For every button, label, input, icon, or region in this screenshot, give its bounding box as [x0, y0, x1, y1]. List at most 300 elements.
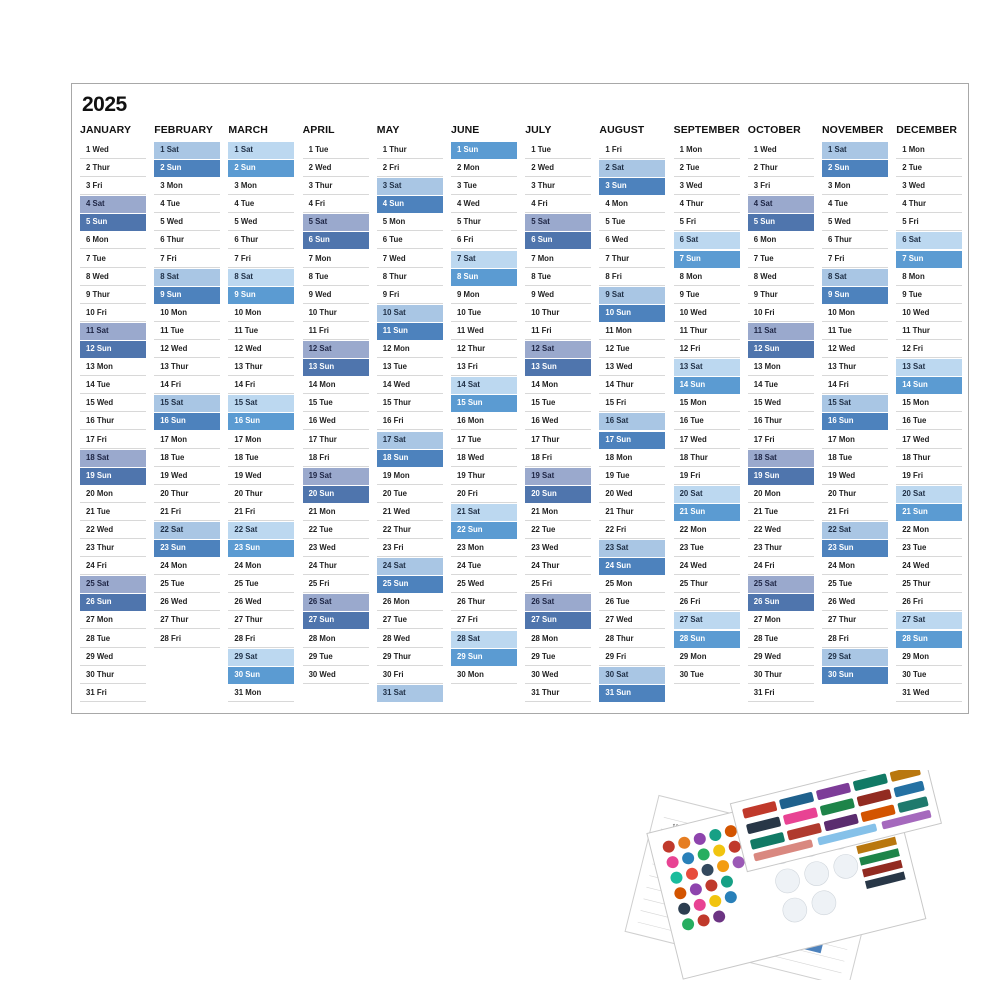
day-cell: 5 Thur: [451, 214, 517, 231]
day-cell: 16 Fri: [377, 413, 443, 430]
sticker-sheets-image: [620, 770, 960, 980]
day-cell: 6 Sun: [525, 232, 591, 249]
day-cell: 31 Fri: [748, 685, 814, 702]
day-cell: 1 Sat: [154, 142, 220, 159]
day-cell: 1 Sat: [822, 142, 888, 159]
day-cell: 13 Thur: [822, 359, 888, 376]
day-cell: 27 Wed: [599, 612, 665, 629]
day-cell: 10 Tue: [451, 305, 517, 322]
day-cell: 25 Tue: [228, 576, 294, 593]
day-cell: 3 Mon: [822, 178, 888, 195]
day-cell: 10 Mon: [228, 305, 294, 322]
day-cell: 3 Fri: [748, 178, 814, 195]
day-cell: 18 Thur: [674, 450, 740, 467]
day-cell: 31 Mon: [228, 685, 294, 702]
day-cell: 7 Sun: [674, 251, 740, 268]
day-cell: 25 Thur: [896, 576, 962, 593]
day-cell: 26 Sat: [303, 594, 369, 611]
day-cell: 9 Tue: [674, 287, 740, 304]
day-cell: 28 Fri: [154, 631, 220, 648]
day-cell: 12 Thur: [451, 341, 517, 358]
day-cell: 9 Sun: [228, 287, 294, 304]
month-name: AUGUST: [599, 124, 645, 136]
day-cell: 14 Sat: [451, 377, 517, 394]
month-column-september: [674, 124, 740, 685]
month-column-june: [451, 124, 517, 685]
day-cell: 8 Wed: [748, 269, 814, 286]
month-name: JUNE: [451, 124, 480, 136]
month-name: JULY: [525, 124, 552, 136]
day-cell: 2 Mon: [451, 160, 517, 177]
day-cell: 29 Thur: [377, 649, 443, 666]
day-cell: 13 Sun: [303, 359, 369, 376]
day-cell: 1 Mon: [674, 142, 740, 159]
day-cell: 30 Wed: [303, 667, 369, 684]
day-cell: 22 Fri: [599, 522, 665, 539]
day-cell: 24 Thur: [303, 558, 369, 575]
day-cell: 21 Sat: [451, 504, 517, 521]
day-cell: 26 Sun: [80, 594, 146, 611]
day-cell: 12 Mon: [377, 341, 443, 358]
day-cell: 21 Wed: [377, 504, 443, 521]
day-cell: 6 Fri: [451, 232, 517, 249]
day-cell: 16 Thur: [748, 413, 814, 430]
day-cell: 19 Mon: [377, 468, 443, 485]
day-cell: 23 Wed: [525, 540, 591, 557]
day-cell: 25 Sat: [80, 576, 146, 593]
day-cell: 25 Thur: [674, 576, 740, 593]
day-cell: 7 Tue: [80, 251, 146, 268]
day-cell: 5 Wed: [154, 214, 220, 231]
day-cell: 2 Thur: [80, 160, 146, 177]
month-name: FEBRUARY: [154, 124, 213, 136]
day-cell: 7 Sat: [451, 251, 517, 268]
day-cell: 3 Mon: [228, 178, 294, 195]
day-cell: 29 Fri: [599, 649, 665, 666]
day-cell: 18 Wed: [451, 450, 517, 467]
day-cell: 13 Thur: [154, 359, 220, 376]
month-name: DECEMBER: [896, 124, 958, 136]
day-cell: 23 Sun: [822, 540, 888, 557]
day-cell: 26 Sat: [525, 594, 591, 611]
day-cell: 4 Thur: [674, 196, 740, 213]
day-cell: 15 Tue: [303, 395, 369, 412]
day-cell: 23 Tue: [896, 540, 962, 557]
day-cell: 7 Wed: [377, 251, 443, 268]
day-cell: 15 Wed: [80, 395, 146, 412]
day-cell: 29 Tue: [525, 649, 591, 666]
day-cell: 13 Sat: [896, 359, 962, 376]
day-cell: 23 Tue: [674, 540, 740, 557]
day-cell: 4 Sun: [377, 196, 443, 213]
day-cell: 25 Tue: [822, 576, 888, 593]
day-cell: 19 Thur: [451, 468, 517, 485]
day-cell: 13 Sun: [525, 359, 591, 376]
day-cell: 22 Mon: [674, 522, 740, 539]
day-cell: 12 Wed: [822, 341, 888, 358]
day-cell: 18 Sat: [748, 450, 814, 467]
month-column-march: [228, 124, 294, 703]
day-cell: 9 Wed: [303, 287, 369, 304]
day-cell: 20 Mon: [748, 486, 814, 503]
day-cell: 24 Sun: [599, 558, 665, 575]
day-cell: 29 Sat: [228, 649, 294, 666]
day-cell: 11 Sat: [748, 323, 814, 340]
day-cell: 11 Tue: [228, 323, 294, 340]
day-cell: 5 Sun: [80, 214, 146, 231]
day-cell: 25 Fri: [525, 576, 591, 593]
day-cell: 13 Wed: [599, 359, 665, 376]
day-cell: 21 Sun: [896, 504, 962, 521]
day-cell: 10 Wed: [896, 305, 962, 322]
day-cell: 28 Sat: [451, 631, 517, 648]
day-cell: 16 Mon: [451, 413, 517, 430]
day-cell: 5 Fri: [896, 214, 962, 231]
day-cell: 6 Sat: [674, 232, 740, 249]
day-cell: 24 Mon: [228, 558, 294, 575]
month-name: JANUARY: [80, 124, 132, 136]
day-cell: 4 Tue: [154, 196, 220, 213]
day-cell: 12 Sat: [525, 341, 591, 358]
month-name: SEPTEMBER: [673, 124, 740, 136]
day-cell: 20 Thur: [228, 486, 294, 503]
day-cell: 7 Mon: [303, 251, 369, 268]
day-cell: 17 Thur: [303, 432, 369, 449]
day-cell: 26 Mon: [377, 594, 443, 611]
day-cell: 6 Tue: [377, 232, 443, 249]
day-cell: 10 Thur: [303, 305, 369, 322]
day-cell: 27 Sun: [525, 612, 591, 629]
day-cell: 8 Sat: [154, 269, 220, 286]
day-cell: 28 Thur: [599, 631, 665, 648]
day-cell: 23 Mon: [451, 540, 517, 557]
day-cell: 24 Sat: [377, 558, 443, 575]
day-cell: 9 Wed: [525, 287, 591, 304]
day-cell: 4 Fri: [303, 196, 369, 213]
day-cell: 2 Tue: [674, 160, 740, 177]
day-cell: 13 Fri: [451, 359, 517, 376]
day-cell: 11 Fri: [525, 323, 591, 340]
month-name: APRIL: [302, 124, 335, 136]
day-cell: 15 Fri: [599, 395, 665, 412]
day-cell: 27 Thur: [154, 612, 220, 629]
day-cell: 25 Fri: [303, 576, 369, 593]
day-cell: 8 Sat: [822, 269, 888, 286]
day-cell: 17 Sat: [377, 432, 443, 449]
day-cell: 23 Sat: [599, 540, 665, 557]
day-cell: 22 Thur: [377, 522, 443, 539]
day-cell: 24 Wed: [896, 558, 962, 575]
day-cell: 11 Wed: [451, 323, 517, 340]
day-cell: 26 Wed: [154, 594, 220, 611]
day-cell: 7 Sun: [896, 251, 962, 268]
day-cell: 1 Sun: [451, 142, 517, 159]
day-cell: 26 Sun: [748, 594, 814, 611]
day-cell: 21 Fri: [822, 504, 888, 521]
day-cell: 20 Thur: [822, 486, 888, 503]
day-cell: 13 Thur: [228, 359, 294, 376]
day-cell: 7 Fri: [228, 251, 294, 268]
day-cell: 29 Sat: [822, 649, 888, 666]
day-cell: 26 Fri: [674, 594, 740, 611]
day-cell: 20 Thur: [154, 486, 220, 503]
day-cell: 5 Wed: [822, 214, 888, 231]
day-cell: 14 Wed: [377, 377, 443, 394]
month-name: MAY: [376, 124, 400, 136]
day-cell: 16 Tue: [896, 413, 962, 430]
day-cell: 3 Wed: [896, 178, 962, 195]
day-cell: 21 Fri: [154, 504, 220, 521]
day-cell: 11 Fri: [303, 323, 369, 340]
day-cell: 17 Mon: [228, 432, 294, 449]
month-column-january: [80, 124, 146, 703]
day-cell: 2 Tue: [896, 160, 962, 177]
day-cell: 8 Tue: [525, 269, 591, 286]
day-cell: 3 Tue: [451, 178, 517, 195]
day-cell: 1 Fri: [599, 142, 665, 159]
day-cell: 4 Mon: [599, 196, 665, 213]
day-cell: 22 Tue: [525, 522, 591, 539]
day-cell: 2 Wed: [525, 160, 591, 177]
day-cell: 19 Wed: [228, 468, 294, 485]
day-cell: 10 Mon: [822, 305, 888, 322]
day-cell: 22 Sat: [154, 522, 220, 539]
day-cell: 3 Fri: [80, 178, 146, 195]
day-cell: 29 Mon: [674, 649, 740, 666]
day-cell: 6 Thur: [228, 232, 294, 249]
day-cell: 5 Mon: [377, 214, 443, 231]
day-cell: 14 Fri: [822, 377, 888, 394]
day-cell: 27 Fri: [451, 612, 517, 629]
day-cell: 10 Sun: [599, 305, 665, 322]
day-cell: 14 Sun: [674, 377, 740, 394]
month-column-october: [748, 124, 814, 703]
day-cell: 30 Sun: [228, 667, 294, 684]
day-cell: 5 Fri: [674, 214, 740, 231]
day-cell: 4 Tue: [228, 196, 294, 213]
day-cell: 8 Wed: [80, 269, 146, 286]
day-cell: 24 Wed: [674, 558, 740, 575]
day-cell: 10 Mon: [154, 305, 220, 322]
day-cell: 31 Fri: [80, 685, 146, 702]
day-cell: 27 Mon: [748, 612, 814, 629]
day-cell: 5 Wed: [228, 214, 294, 231]
day-cell: 25 Sat: [748, 576, 814, 593]
day-cell: 29 Wed: [748, 649, 814, 666]
day-cell: 14 Tue: [748, 377, 814, 394]
day-cell: 11 Sat: [80, 323, 146, 340]
day-cell: 1 Tue: [525, 142, 591, 159]
day-cell: 17 Wed: [674, 432, 740, 449]
day-cell: 20 Fri: [451, 486, 517, 503]
day-cell: 23 Thur: [80, 540, 146, 557]
month-name: MARCH: [228, 124, 268, 136]
day-cell: 30 Wed: [525, 667, 591, 684]
day-cell: 23 Wed: [303, 540, 369, 557]
day-cell: 20 Wed: [599, 486, 665, 503]
day-cell: 18 Tue: [228, 450, 294, 467]
day-cell: 20 Sat: [674, 486, 740, 503]
day-cell: 15 Sun: [451, 395, 517, 412]
day-cell: 30 Fri: [377, 667, 443, 684]
day-cell: 21 Fri: [228, 504, 294, 521]
day-cell: 7 Thur: [599, 251, 665, 268]
day-cell: 5 Tue: [599, 214, 665, 231]
day-cell: 30 Thur: [80, 667, 146, 684]
day-cell: 28 Sun: [896, 631, 962, 648]
day-cell: 10 Thur: [525, 305, 591, 322]
day-cell: 16 Thur: [80, 413, 146, 430]
day-cell: 9 Fri: [377, 287, 443, 304]
day-cell: 5 Sun: [748, 214, 814, 231]
day-cell: 29 Mon: [896, 649, 962, 666]
day-cell: 3 Thur: [525, 178, 591, 195]
day-cell: 6 Mon: [80, 232, 146, 249]
day-cell: 2 Thur: [748, 160, 814, 177]
day-cell: 22 Mon: [896, 522, 962, 539]
day-cell: 24 Fri: [80, 558, 146, 575]
day-cell: 16 Sat: [599, 413, 665, 430]
day-cell: 18 Sat: [80, 450, 146, 467]
day-cell: 1 Sat: [228, 142, 294, 159]
day-cell: 20 Mon: [80, 486, 146, 503]
day-cell: 29 Tue: [303, 649, 369, 666]
day-cell: 16 Sun: [154, 413, 220, 430]
day-cell: 22 Sat: [822, 522, 888, 539]
day-cell: 28 Wed: [377, 631, 443, 648]
day-cell: 12 Sun: [748, 341, 814, 358]
day-cell: 11 Sun: [377, 323, 443, 340]
day-cell: 9 Tue: [896, 287, 962, 304]
day-cell: 16 Wed: [303, 413, 369, 430]
day-cell: 3 Wed: [674, 178, 740, 195]
day-cell: 18 Mon: [599, 450, 665, 467]
day-cell: 9 Sat: [599, 287, 665, 304]
day-cell: 18 Sun: [377, 450, 443, 467]
day-cell: 2 Sun: [154, 160, 220, 177]
day-cell: 2 Sun: [822, 160, 888, 177]
day-cell: 26 Fri: [896, 594, 962, 611]
day-cell: 24 Fri: [748, 558, 814, 575]
day-cell: 6 Wed: [599, 232, 665, 249]
day-cell: 14 Fri: [228, 377, 294, 394]
day-cell: 8 Mon: [674, 269, 740, 286]
wall-planner-poster: [71, 83, 969, 714]
day-cell: 7 Tue: [748, 251, 814, 268]
month-column-august: [599, 124, 665, 703]
day-cell: 22 Sun: [451, 522, 517, 539]
month-column-november: [822, 124, 888, 685]
day-cell: 23 Thur: [748, 540, 814, 557]
day-cell: 4 Tue: [822, 196, 888, 213]
day-cell: 16 Sun: [228, 413, 294, 430]
day-cell: 3 Mon: [154, 178, 220, 195]
day-cell: 20 Tue: [377, 486, 443, 503]
day-cell: 25 Sun: [377, 576, 443, 593]
day-cell: 8 Fri: [599, 269, 665, 286]
day-cell: 29 Sun: [451, 649, 517, 666]
day-cell: 8 Mon: [896, 269, 962, 286]
day-cell: 17 Tue: [451, 432, 517, 449]
day-cell: 31 Sat: [377, 685, 443, 702]
day-cell: 16 Sun: [822, 413, 888, 430]
day-cell: 27 Sat: [896, 612, 962, 629]
day-cell: 5 Sat: [525, 214, 591, 231]
month-name: OCTOBER: [747, 124, 801, 136]
day-cell: 28 Tue: [748, 631, 814, 648]
day-cell: 21 Mon: [525, 504, 591, 521]
day-cell: 19 Fri: [674, 468, 740, 485]
day-cell: 19 Wed: [822, 468, 888, 485]
day-cell: 18 Thur: [896, 450, 962, 467]
day-cell: 6 Sun: [303, 232, 369, 249]
day-cell: 3 Thur: [303, 178, 369, 195]
day-cell: 7 Mon: [525, 251, 591, 268]
day-cell: 15 Sat: [822, 395, 888, 412]
day-cell: 27 Sun: [303, 612, 369, 629]
month-column-december: [896, 124, 962, 703]
day-cell: 28 Fri: [822, 631, 888, 648]
day-cell: 17 Fri: [748, 432, 814, 449]
day-cell: 29 Wed: [80, 649, 146, 666]
day-cell: 2 Sat: [599, 160, 665, 177]
day-cell: 14 Sun: [896, 377, 962, 394]
day-cell: 14 Mon: [303, 377, 369, 394]
day-cell: 8 Sat: [228, 269, 294, 286]
day-cell: 1 Mon: [896, 142, 962, 159]
day-cell: 17 Wed: [896, 432, 962, 449]
day-cell: 13 Tue: [377, 359, 443, 376]
day-cell: 5 Sat: [303, 214, 369, 231]
day-cell: 6 Mon: [748, 232, 814, 249]
day-cell: 27 Sat: [674, 612, 740, 629]
day-cell: 10 Sat: [377, 305, 443, 322]
day-cell: 17 Fri: [80, 432, 146, 449]
month-column-may: [377, 124, 443, 703]
day-cell: 17 Mon: [822, 432, 888, 449]
day-cell: 25 Mon: [599, 576, 665, 593]
day-cell: 30 Mon: [451, 667, 517, 684]
day-cell: 12 Wed: [154, 341, 220, 358]
day-cell: 15 Mon: [674, 395, 740, 412]
day-cell: 28 Mon: [525, 631, 591, 648]
day-cell: 4 Sat: [80, 196, 146, 213]
day-cell: 28 Sun: [674, 631, 740, 648]
day-cell: 9 Thur: [80, 287, 146, 304]
day-cell: 19 Sun: [80, 468, 146, 485]
day-cell: 27 Thur: [228, 612, 294, 629]
day-cell: 15 Thur: [377, 395, 443, 412]
day-cell: 19 Wed: [154, 468, 220, 485]
day-cell: 11 Tue: [822, 323, 888, 340]
day-cell: 13 Sat: [674, 359, 740, 376]
day-cell: 31 Wed: [896, 685, 962, 702]
day-cell: 4 Sat: [748, 196, 814, 213]
day-cell: 18 Fri: [303, 450, 369, 467]
day-cell: 26 Wed: [228, 594, 294, 611]
day-cell: 30 Thur: [748, 667, 814, 684]
day-cell: 12 Wed: [228, 341, 294, 358]
day-cell: 14 Thur: [599, 377, 665, 394]
day-cell: 27 Thur: [822, 612, 888, 629]
day-cell: 24 Tue: [451, 558, 517, 575]
day-cell: 25 Tue: [154, 576, 220, 593]
day-cell: 30 Sun: [822, 667, 888, 684]
day-cell: 14 Tue: [80, 377, 146, 394]
day-cell: 17 Thur: [525, 432, 591, 449]
day-cell: 4 Wed: [451, 196, 517, 213]
day-cell: 6 Thur: [822, 232, 888, 249]
